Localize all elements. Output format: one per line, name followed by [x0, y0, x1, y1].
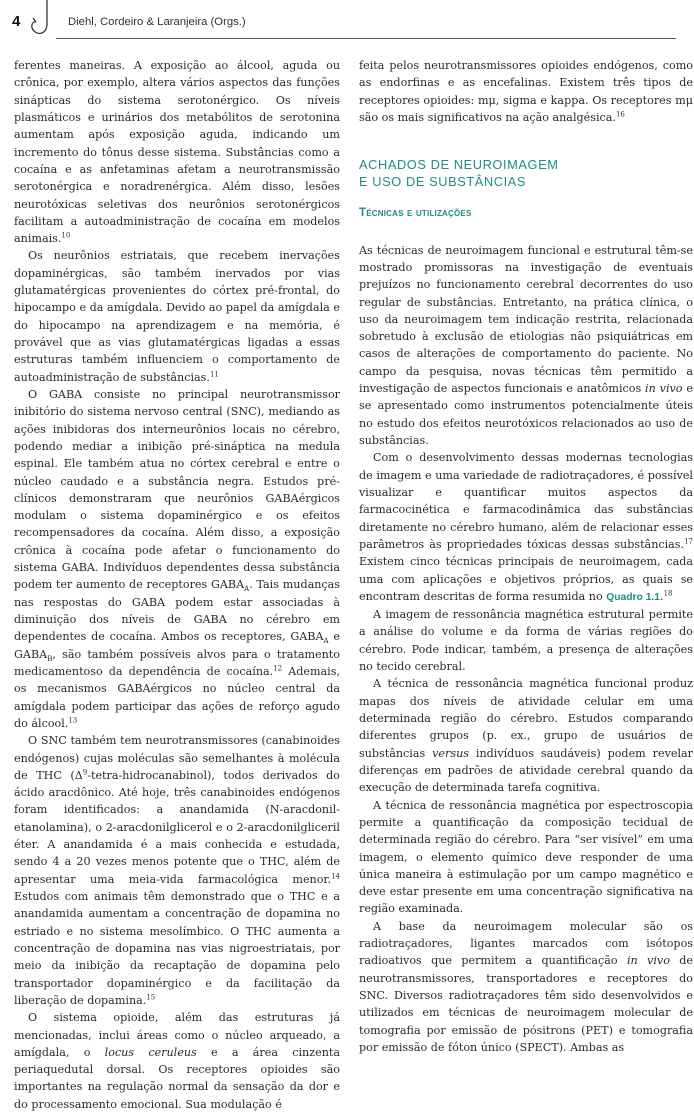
- paragraph: As técnicas de neuroimagem funcional e estrutural têm-se mostrado promissoras na investigação de eventuais prejuízos no funcionamento cerebral decorrentes do uso regular de substâncias. Entretanto, na prática clínica, o uso da neuroimagem tem indicação restrita, relacionada sobretudo à exclusão de etiologias não psiquiátricas em casos de alterações de comportamento do paciente. No campo da pesquisa, novas técnicas têm permitido a investigação de aspectos funcionais e anatômicos in vivo e se apresentado como instrumentos potencialmente úteis no estudo dos efeitos neurotóxicos relacionados ao uso de substâncias.: [359, 243, 693, 447]
- page-header: [0, 0, 694, 44]
- header-rule: [56, 38, 676, 39]
- paragraph: A técnica de ressonância magnética funcional produz mapas dos níveis de atividade celular em uma determinada região do cérebro. Estudos comparando diferentes grupos (p. ex., grupo de usuários de substâncias versus indivíduos saudáveis) podem revelar diferenças em padrões de atividade cerebral quando da execução de determinada tarefa cognitiva.: [359, 677, 693, 795]
- fishhook-icon: [25, 0, 59, 44]
- page-number: 4: [12, 13, 21, 30]
- left-column: [14, 57, 340, 1113]
- running-title: Diehl, Cordeiro & Laranjeira (Orgs.): [68, 16, 246, 28]
- paragraph: ferentes maneiras. A exposição ao álcool, aguda ou crônica, por exemplo, altera vários aspectos das funções sinápticas do sistema serotonérgico. Os níveis plasmáticos e urinários dos metabólitos de serotonina aumentam após exposição aguda, indicando um incremento do tônus desse sistema. Substâncias como a cocaína e as anfetaminas afetam a neurotransmissão serotonérgica e noradrenérgica. Além disso, lesões neurotóxicas seletivas dos neurônios serotonérgicos facilitam a autoadministração de cocaína em modelos animais.$^{10}$: [14, 59, 340, 246]
- paragraph: O sistema opioide, além das estruturas já mencionadas, inclui áreas como o núcleo arqueado, a amígdala, o locus ceruleus e a área cinzenta periaquedutal dorsal. Os receptores opioides são importantes na regulação normal da sensação da dor e do processamento emocional. Sua modulação é: [14, 1011, 340, 1111]
- paragraph: Os neurônios estriatais, que recebem inervações dopaminérgicas, são também inervados por vias glutamatérgicas provenientes do córtex pré-frontal, do hipocampo e da amígdala. Devido ao papel da amígdala e do hipocampo na aprendizagem e na memória, é provável que as vias glutamatérgicas ligadas a essas estruturas também influenciem o comportamento de autoadministração de substâncias.$^{11}$: [14, 249, 340, 384]
- paragraph: A imagem de ressonância magnética estrutural permite a análise do volume e da forma de várias regiões do cérebro. Pode indicar, também, a presença de alterações no tecido cerebral.: [359, 608, 693, 674]
- paragraph: Com o desenvolvimento dessas modernas tecnologias de imagem e uma variedade de radiotraçadores, é possível visualizar e quantificar muitos aspectos da farmacocinética e farmacodinâmica das substâncias diretamente no cérebro humano, além de relacionar esses parâmetros às propriedades tóxicas dessas substâncias.$^{17}$ Existem cinco técnicas principais de neuroimagem, cada uma com aplicações e objetivos próprios, as quais se encontram descritas de forma resumida no Quadro 1.1.18: [359, 451, 693, 603]
- paragraph: O SNC também tem neurotransmissores (canabinoides endógenos) cujas moléculas são semelhantes à molécula de THC $(\Delta^9-tetra-hidrocanabinol)$, todos derivados do ácido aracdônico. Até hoje, três canabinoides endógenos foram identificados: a anandamida (N-aracdonil-etanolamina), o 2-aracdonilglicerol e o 2-aracdonilgliceril éter. A anandamida é a mais conhecida e estudada, sendo 4 a 20 vezes menos potente que o THC, além de apresentar uma meia-vida farmacológica menor.$^{14}$ Estudos com animais têm demonstrado que o THC e a anandamida aumentam a concentração de dopamina no estriado e no sistema mesolímbico. O THC aumenta a concentração de dopamina nas vias nigroestriatais, por meio da inibição da recaptação de dopamina pelo transportador dopaminérgico e da facilitação da liberação de dopamina.$^{15}$: [14, 734, 341, 1007]
- paragraph: A base da neuroimagem molecular são os radiotraçadores, ligantes marcados com isótopos radioativos que permitem a quantificação in vivo de neurotransmissores, transportadores e receptores do SNC. Diversos radiotraçadores têm sido desenvolvidos e utilizados em técnicas de neuroimagem molecular de tomografia por emissão de pósitrons (PET) e tomografia por emissão de fóton único (SPECT). Ambas as: [359, 919, 693, 1054]
- section-heading: ACHADOS DE NEUROIMAGEM E USO DE SUBSTÂNCIAS: [359, 157, 559, 190]
- subsection-heading: Técnicas e utilizações: [359, 207, 472, 220]
- quadro-link[interactable]: Quadro 1.1: [606, 591, 661, 603]
- paragraph: feita pelos neurotransmissores opioides endógenos, como as endorfinas e as encefalinas. Existem três tipos de receptores opioides: mμ, sigma e kappa. Os receptores mμ são os mais significativos na ação analgésica.$^{16}$: [359, 59, 693, 124]
- paragraph: O GABA consiste no principal neurotransmissor inibitório do sistema nervoso central (SNC), mediando as ações inibidoras dos interneurônios locais no cérebro, podendo mediar a inibição pré-sináptica na medula espinal. Ele também atua no córtex cerebral e entre o núcleo caudado e a substância negra. Estudos pré-clínicos demonstraram que neurônios GABAérgicos modulam o sistema dopaminérgico e os efeitos recompensadores da cocaína. Além disso, a exposição crônica à cocaína pode afetar o funcionamento do sistema GABA. Indivíduos dependentes dessa substância podem ter aumento de receptores $GABA_A$. Tais mudanças nas respostas do GABA podem estar associadas à diminuição dos níveis de GABA no cérebro em dependentes de cocaína. Ambos os receptores, $GABA_A$ e $GABA_B$, são também possíveis alvos para o tratamento medicamentoso da dependência de cocaína.$^{12}$ Ademais, os mecanismos GABAérgicos no núcleo central da amígdala podem participar das ações de reforço agudo do álcool.$^{13}$: [14, 387, 340, 730]
- paragraph: A técnica de ressonância magnética por espectroscopia permite a quantificação da composição tecidual de determinada região do cérebro. Para “ser visível” em uma imagem, o elemento químico deve responder de uma única maneira à estimulação por um campo magnético e deve estar presente em uma concentração significativa na região examinada.: [359, 798, 693, 916]
- right-column: [359, 57, 693, 1056]
